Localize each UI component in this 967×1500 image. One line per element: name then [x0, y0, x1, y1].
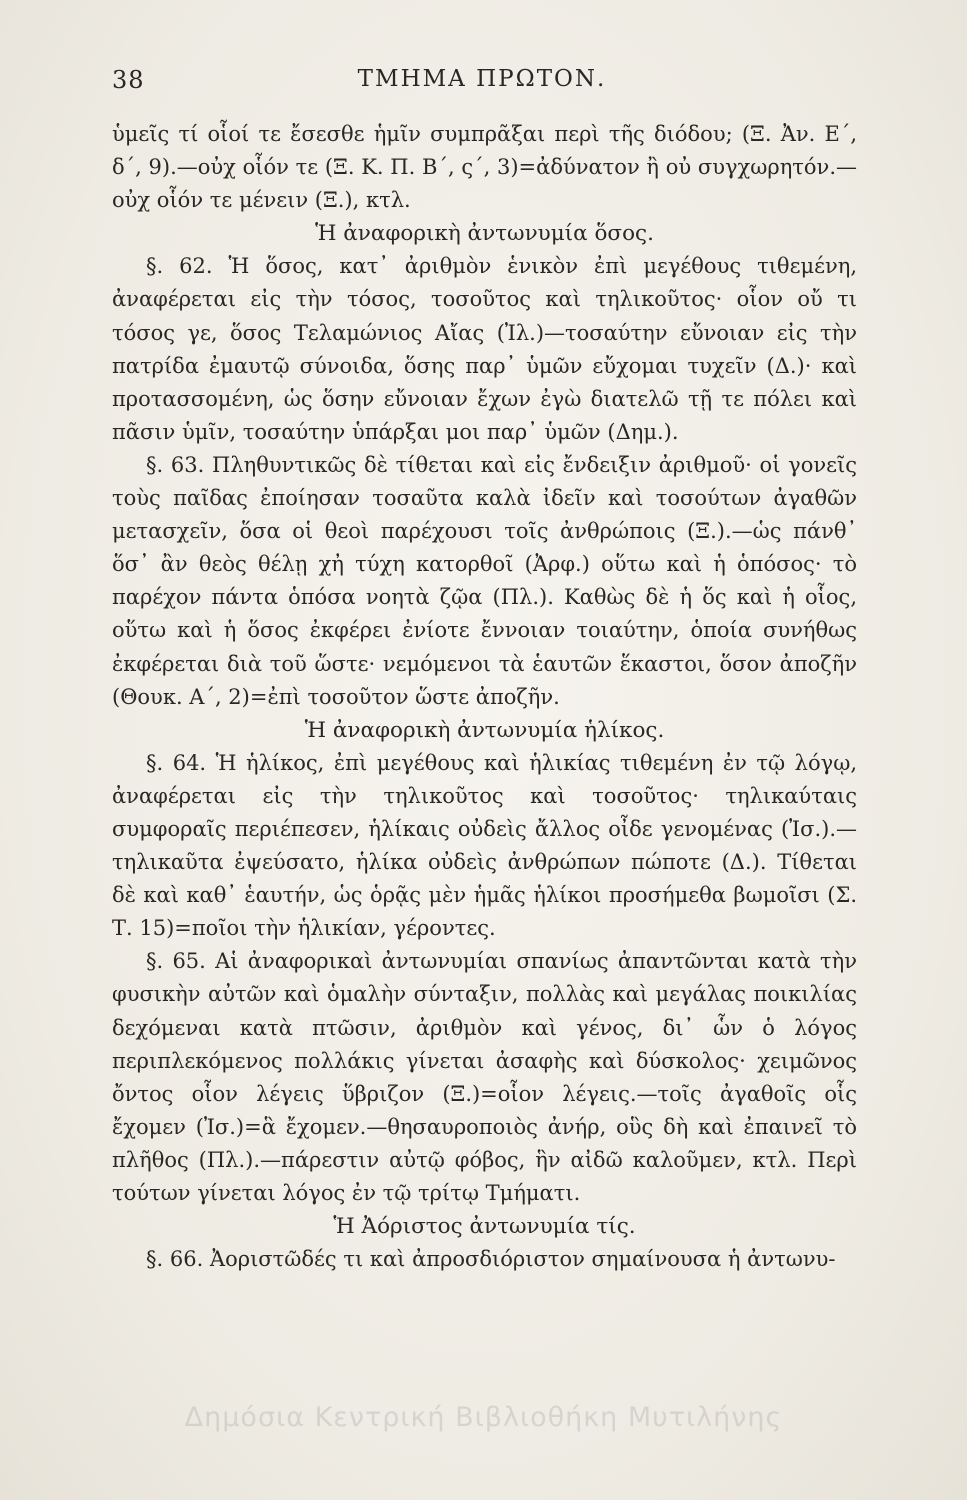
paragraph-65: §. 65. Αἱ ἀναφορικαὶ ἀντωνυμίαι σπανίως ἀπαντῶνται κατὰ τὴν φυσικὴν αὐτῶν καὶ ὁμαλὴν σύνταξιν, πολλὰς καὶ μεγάλας ποικιλίας δεχόμεναι κατὰ πτῶσιν, ἀριθμὸν καὶ γένος, δι᾽ ὧν ὁ λόγος περιπλεκόμενος πολλάκις γίνεται ἀσαφὴς καὶ δύσκολος· χειμῶνος ὄντος οἷον λέγεις ὕβριζον (Ξ.)=οἷον λέγεις.—τοῖς ἀγαθοῖς οἷς ἔχομεν (Ἰσ.)=ἃ ἔχομεν.—θησαυροποιὸς ἀνήρ, οὓς δὴ καὶ ἐπαινεῖ τὸ πλῆθος (Πλ.).—πάρεστιν αὐτῷ φόβος, ἣν αἰδῶ καλοῦμεν, κτλ. Περὶ τούτων γίνεται λόγος ἐν τῷ τρίτῳ Τμήματι.: [112, 949, 857, 1205]
library-watermark: Δημόσια Κεντρική Βιβλιοθήκη Μυτιλήνης: [184, 1402, 783, 1433]
page-number: 38: [112, 66, 145, 94]
body-text: [112, 118, 857, 1276]
paragraph-continuation: ὑμεῖς τί οἷοί τε ἔσεσθε ἡμῖν συμπρᾶξαι περὶ τῆς διόδου; (Ξ. Ἀν. Ε΄, δ΄, 9).—οὐχ οἷόν τε (Ξ. Κ. Π. Β΄, ς΄, 3)=ἀδύνατον ἢ οὐ συγχωρητόν.—οὐχ οἷόν τε μένειν (Ξ.), κτλ.: [112, 122, 857, 213]
paragraph-66: §. 66. Ἀοριστῶδές τι καὶ ἀπροσδιόριστον σημαίνουσα ἡ ἀντωνυ-: [146, 1247, 836, 1272]
section-heading-tis: Ἡ Ἀόριστος ἀντωνυμία τίς.: [333, 1214, 636, 1240]
paragraph-62: §. 62. Ἡ ὅσος, κατ᾽ ἀριθμὸν ἑνικὸν ἐπὶ μεγέθους τιθεμένη, ἀναφέρεται εἰς τὴν τόσος, τοσοῦτος καὶ τηλικοῦτος· οἷον οὔ τι τόσος γε, ὅσος Τελαμώνιος Αἴας (Ἰλ.)—τοσαύτην εὔνοιαν εἰς τὴν πατρίδα ἐμαυτῷ σύνοιδα, ὅσης παρ᾽ ὑμῶν εὔχομαι τυχεῖν (Δ.)· καὶ προτασσομένη, ὡς ὅσην εὔνοιαν ἔχων ἐγὼ διατελῶ τῇ τε πόλει καὶ πᾶσιν ὑμῖν, τοσαύτην ὑπάρξαι μοι παρ᾽ ὑμῶν (Δημ.).: [112, 254, 857, 444]
running-head: ΤΜΗΜΑ ΠΡΩΤΟΝ.: [357, 66, 607, 92]
paragraph-63: §. 63. Πληθυντικῶς δὲ τίθεται καὶ εἰς ἔνδειξιν ἀριθμοῦ· οἱ γονεῖς τοὺς παῖδας ἐποίησαν τοσαῦτα καλὰ ἰδεῖν καὶ τοσούτων ἀγαθῶν μετασχεῖν, ὅσα οἱ θεοὶ παρέχουσι τοῖς ἀνθρώποις (Ξ.).—ὡς πάνθ᾽ ὅσ᾽ ἂν θεὸς θέλῃ χἠ τύχη κατορθοῖ (Ἀρφ.) οὕτω καὶ ἡ ὁπόσος· τὸ παρέχον πάντα ὁπόσα νοητὰ ζῷα (Πλ.). Καθὼς δὲ ἡ ὅς καὶ ἡ οἷος, οὕτω καὶ ἡ ὅσος ἐκφέρει ἐνίοτε ἔννοιαν τοιαύτην, ὁποία συνήθως ἐκφέρεται διὰ τοῦ ὥστε· νεμόμενοι τὰ ἑαυτῶν ἕκαστοι, ὅσον ἀποζῆν (Θουκ. Α΄, 2)=ἐπὶ τοσοῦτον ὥστε ἀποζῆν.: [112, 452, 857, 709]
page-header: [112, 66, 852, 106]
section-heading-osos: Ἡ ἀναφορικὴ ἀντωνυμία ὅσος.: [315, 221, 654, 247]
section-heading-hlikos: Ἡ ἀναφορικὴ ἀντωνυμία ἡλίκος.: [304, 717, 665, 743]
paragraph-64: §. 64. Ἡ ἡλίκος, ἐπὶ μεγέθους καὶ ἡλικίας τιθεμένη ἐν τῷ λόγῳ, ἀναφέρεται εἰς τὴν τηλικοῦτος καὶ τοσοῦτος· τηλικαύταις συμφοραῖς περιέπεσεν, ἡλίκαις οὐδεὶς ἄλλος οἶδε γενομένας (Ἰσ.).—τηλικαῦτα ἐψεύσατο, ἡλίκα οὐδεὶς ἀνθρώπων πώποτε (Δ.). Τίθεται δὲ καὶ καθ᾽ ἑαυτήν, ὡς ὁρᾷς μὲν ἡμᾶς ἡλίκοι προσήμεθα βωμοῖσι (Σ. Τ. 15)=ποῖοι τὴν ἡλικίαν, γέροντες.: [112, 750, 857, 941]
